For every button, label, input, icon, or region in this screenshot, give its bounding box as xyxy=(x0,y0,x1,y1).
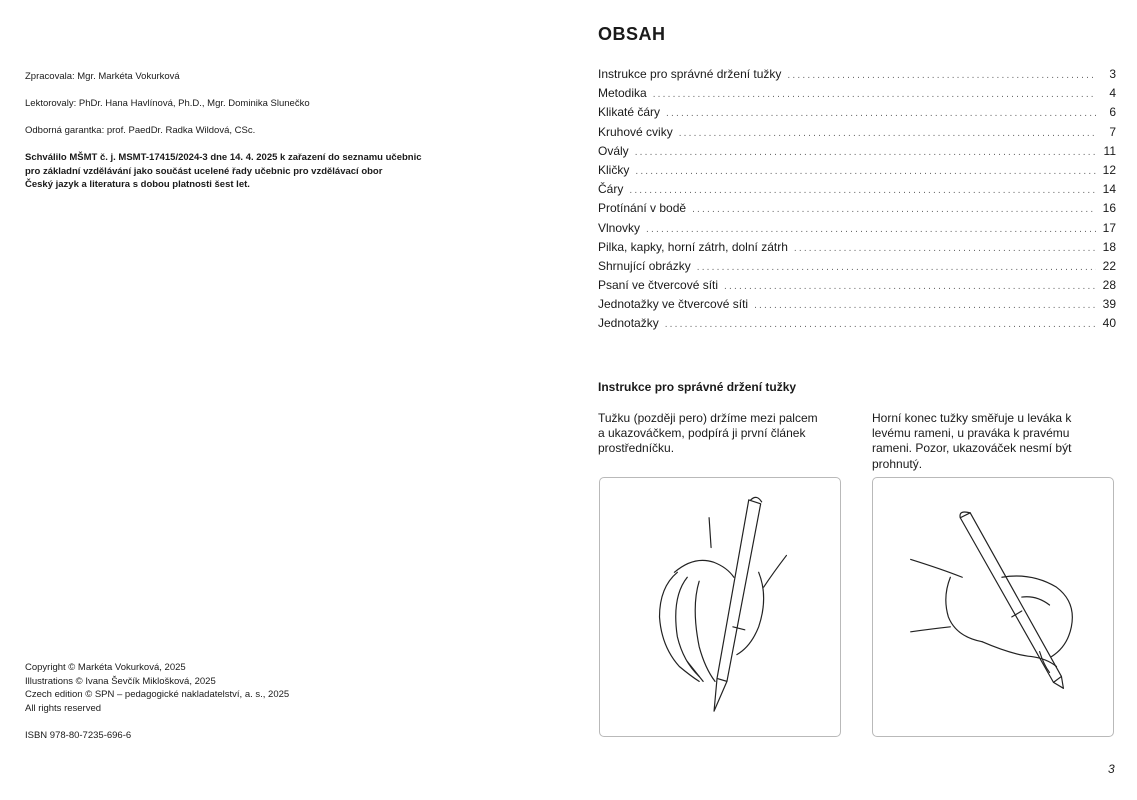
toc-entry-label: Jednotažky xyxy=(598,316,659,331)
hand-holding-pencil-illustration-side xyxy=(872,477,1114,737)
toc-entry-label: Shrnující obrázky xyxy=(598,258,691,273)
toc-dot-leader xyxy=(653,89,1096,100)
section-title: Instrukce pro správné držení tužky xyxy=(598,380,797,394)
toc-entry-page: 6 xyxy=(1109,105,1116,120)
approval-line: Schválilo MŠMT č. j. MSMT-17415/2024-3 dne 14. 4. 2025 k zařazení do seznamu učebnic xyxy=(25,152,422,163)
toc-entry xyxy=(598,105,1116,124)
toc-dot-leader xyxy=(794,243,1096,254)
toc-dot-leader xyxy=(666,108,1096,119)
toc-dot-leader xyxy=(635,166,1096,177)
copyright-line: Illustrations © Ivana Ševčík Miklošková, 2025 xyxy=(25,675,216,687)
toc-entry-label: Ovály xyxy=(598,143,629,158)
toc-dot-leader xyxy=(665,319,1096,330)
page-number: 3 xyxy=(1108,762,1115,776)
toc-entry xyxy=(598,125,1116,144)
toc-entry xyxy=(598,201,1116,220)
toc-entry xyxy=(598,163,1116,182)
toc-entry-page: 28 xyxy=(1102,278,1116,293)
toc-entry xyxy=(598,144,1116,163)
toc-entry xyxy=(598,67,1116,86)
hand-holding-pencil-illustration-front xyxy=(599,477,841,737)
toc-entry-label: Instrukce pro správné držení tužky xyxy=(598,67,782,81)
toc-entry xyxy=(598,240,1116,259)
reviewers-credit: Lektorovaly: PhDr. Hana Havlínová, Ph.D., Mgr. Dominika Slunečko xyxy=(25,98,310,109)
toc-entry xyxy=(598,316,1116,335)
toc-dot-leader xyxy=(787,70,1096,81)
table-of-contents xyxy=(598,67,1116,336)
toc-entry-page: 22 xyxy=(1102,258,1116,273)
author-credit: Zpracovala: Mgr. Markéta Vokurková xyxy=(25,71,180,82)
toc-entry-page: 14 xyxy=(1102,182,1116,197)
toc-dot-leader xyxy=(697,262,1096,273)
copyright-block xyxy=(25,661,405,742)
toc-entry-page: 4 xyxy=(1109,86,1116,101)
toc-entry-label: Kličky xyxy=(598,162,630,177)
toc-entry-page: 18 xyxy=(1102,239,1116,254)
toc-entry-page: 39 xyxy=(1102,297,1116,312)
toc-entry xyxy=(598,259,1116,278)
toc-entry-label: Vlnovky xyxy=(598,220,641,235)
toc-entry-label: Klikaté čáry xyxy=(598,105,661,120)
copyright-line: Copyright © Markéta Vokurková, 2025 xyxy=(25,662,186,673)
toc-dot-leader xyxy=(629,185,1096,196)
toc-dot-leader xyxy=(692,204,1096,215)
toc-entry-page: 12 xyxy=(1102,162,1116,177)
credits-block xyxy=(25,70,445,205)
toc-entry-label: Čáry xyxy=(598,182,624,197)
approval-line: Český jazyk a literatura s dobou platnosti šest let. xyxy=(25,179,250,190)
ministry-approval xyxy=(25,151,445,192)
toc-dot-leader xyxy=(635,147,1096,158)
toc-dot-leader xyxy=(679,128,1096,139)
toc-entry-label: Pilka, kapky, horní zátrh, dolní zátrh xyxy=(598,239,788,254)
copyright-line: Czech edition © SPN – pedagogické nakladatelství, a. s., 2025 xyxy=(25,689,290,700)
toc-dot-leader xyxy=(754,300,1096,311)
toc-entry-label: Psaní ve čtvercové síti xyxy=(598,278,719,293)
toc-entry-page: 16 xyxy=(1102,201,1116,216)
toc-entry xyxy=(598,86,1116,105)
guarantor-credit: Odborná garantka: prof. PaedDr. Radka Wildová, CSc. xyxy=(25,125,256,136)
toc-entry-label: Protínání v bodě xyxy=(598,201,687,216)
toc-entry xyxy=(598,278,1116,297)
isbn: ISBN 978-80-7235-696-6 xyxy=(25,729,132,741)
toc-entry-label: Metodika xyxy=(598,86,647,101)
toc-entry-page: 7 xyxy=(1109,124,1116,139)
instruction-text-right: Horní konec tužky směřuje u leváka k levému rameni, u praváka k pravému rameni. Pozor, ukazováček nesmí být prohnutý. xyxy=(872,411,1072,471)
toc-title: OBSAH xyxy=(598,24,666,44)
toc-entry xyxy=(598,297,1116,316)
toc-entry-page: 11 xyxy=(1103,143,1116,158)
approval-line: pro základní vzdělávání jako součást ucelené řady učebnic pro vzdělávací obor xyxy=(25,165,383,177)
toc-entry-label: Kruhové cviky xyxy=(598,124,673,139)
hand-pencil-drawing xyxy=(600,478,840,736)
toc-entry-label: Jednotažky ve čtvercové síti xyxy=(598,297,749,312)
hand-pencil-drawing xyxy=(873,478,1113,736)
toc-dot-leader xyxy=(646,224,1096,235)
toc-entry-page: 3 xyxy=(1109,67,1116,81)
toc-dot-leader xyxy=(724,281,1096,292)
toc-entry xyxy=(598,182,1116,201)
toc-entry xyxy=(598,221,1116,240)
toc-entry-page: 40 xyxy=(1102,316,1116,331)
copyright-line: All rights reserved xyxy=(25,702,102,714)
toc-entry-page: 17 xyxy=(1102,220,1116,235)
instruction-text-left: Tužku (později pero) držíme mezi palcem a ukazováčkem, podpírá ji první článek prostředníčku. xyxy=(598,411,818,456)
